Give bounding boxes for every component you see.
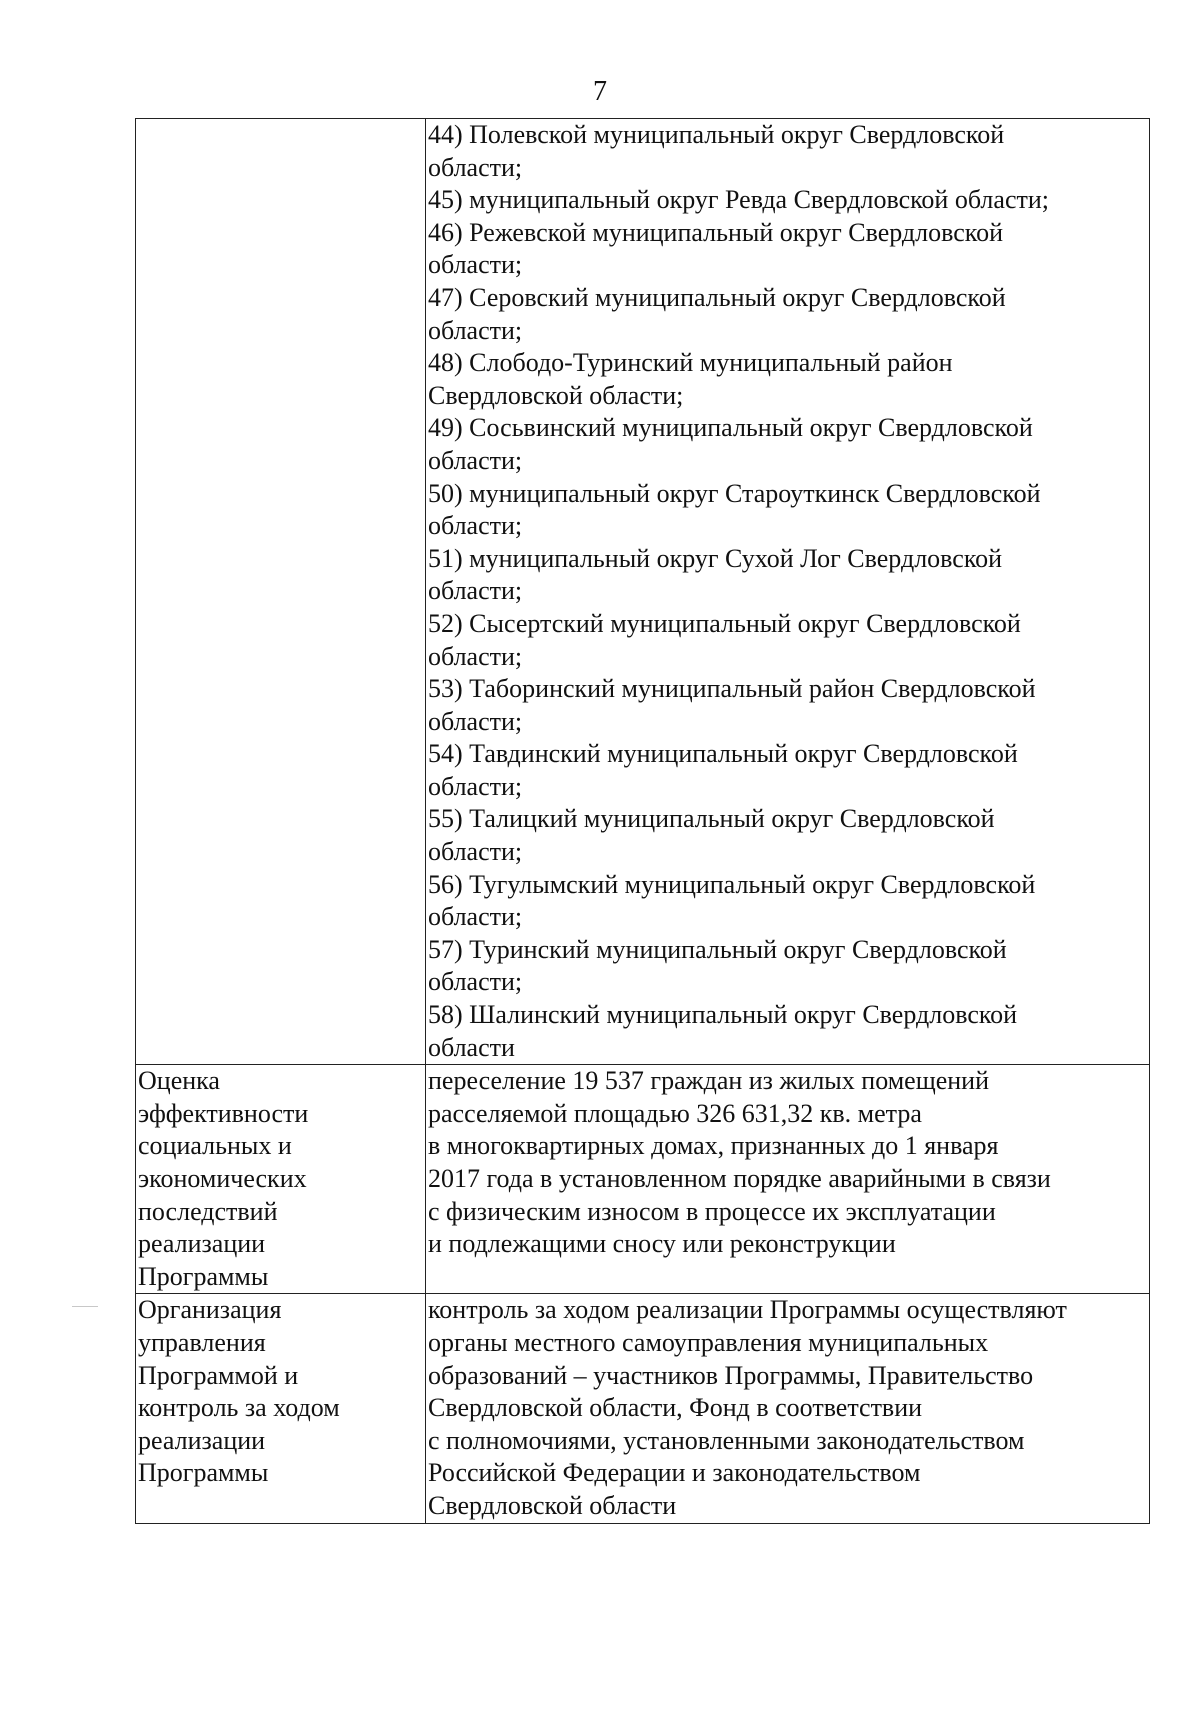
text-line: Свердловской области, Фонд в соответствии	[428, 1393, 923, 1423]
program-passport-table	[135, 118, 1150, 1524]
text-line: реализации	[138, 1229, 266, 1259]
text-line: в многоквартирных домах, признанных до 1 января	[428, 1131, 999, 1161]
text-line: 47) Серовский муниципальный округ Свердловской	[428, 282, 1006, 312]
text-line: 44) Полевской муниципальный округ Свердловской	[428, 120, 1005, 149]
text-line: 2017 года в установленном порядке аварийными в связи	[428, 1164, 1051, 1193]
text-line: области	[428, 1032, 515, 1062]
text-line: области;	[428, 576, 523, 606]
text-line: 55) Талицкий муниципальный округ Свердловской	[428, 804, 995, 834]
text-line: 51) муниципальный округ Сухой Лог Свердловской	[428, 543, 1003, 573]
text-line: социальных и	[138, 1131, 292, 1161]
text-line: с полномочиями, установленными законодательством	[428, 1425, 1025, 1455]
table-row-municipalities-list	[136, 119, 1150, 1065]
table-cell-label	[136, 1294, 426, 1523]
text-line: Свердловской области;	[428, 380, 684, 410]
table-cell-label	[136, 119, 426, 1065]
table-row-efficiency-assessment	[136, 1065, 1150, 1294]
table-cell-efficiency-text	[426, 1065, 1150, 1294]
table-row-program-management	[136, 1294, 1150, 1523]
text-line: контроль за ходом	[138, 1393, 340, 1423]
text-line: 45) муниципальный округ Ревда Свердловской области;	[428, 185, 1049, 215]
text-line: 52) Сысертский муниципальный округ Свердловской	[428, 608, 1021, 638]
text-line: эффективности	[138, 1098, 309, 1128]
text-line: расселяемой площадью 326 631,32 кв. метра	[428, 1098, 922, 1128]
text-line: 53) Таборинский муниципальный район Свердловской	[428, 674, 1036, 704]
text-line: области;	[428, 902, 523, 932]
text-line: Свердловской области	[428, 1490, 677, 1520]
text-line: области;	[428, 445, 523, 475]
text-line: 57) Туринский муниципальный округ Свердловской	[428, 934, 1007, 964]
margin-mark	[72, 1306, 98, 1307]
text-line: области;	[428, 250, 523, 280]
text-line: 56) Тугулымский муниципальный округ Свердловской	[428, 869, 1036, 899]
text-line: реализации	[138, 1425, 266, 1455]
text-line: и подлежащими сносу или реконструкции	[428, 1229, 896, 1259]
text-line: Организация	[138, 1295, 282, 1325]
text-line: переселение 19 537 граждан из жилых помещений	[428, 1066, 989, 1096]
text-line: последствий	[138, 1196, 278, 1226]
text-line: 48) Слободо-Туринский муниципальный район	[428, 348, 953, 378]
text-line: области;	[428, 511, 523, 541]
text-line: 46) Режевской муниципальный округ Свердловской	[428, 217, 1003, 247]
text-line: 54) Тавдинский муниципальный округ Свердловской	[428, 739, 1018, 769]
text-line: области;	[428, 837, 523, 867]
text-line: Программы	[138, 1458, 269, 1488]
text-line: экономических	[138, 1164, 307, 1193]
text-line: 58) Шалинский муниципальный округ Свердловской	[428, 1000, 1018, 1030]
text-line: с физическим износом в процессе их эксплуатации	[428, 1196, 996, 1226]
table-cell-label	[136, 1065, 426, 1294]
text-line: контроль за ходом реализации Программы осуществляют	[428, 1295, 1067, 1325]
text-line: Оценка	[138, 1066, 220, 1096]
text-line: области;	[428, 641, 523, 671]
page-number: 7	[593, 76, 607, 107]
text-line: образований – участников Программы, Правительство	[428, 1360, 1034, 1390]
text-line: Программой и	[138, 1360, 299, 1390]
text-line: области;	[428, 967, 523, 997]
text-line: области;	[428, 771, 523, 801]
text-line: области;	[428, 315, 523, 345]
table-cell-municipalities	[426, 119, 1150, 1065]
text-line: области;	[428, 152, 523, 182]
text-line: Российской Федерации и законодательством	[428, 1458, 921, 1488]
text-line: управления	[138, 1327, 266, 1357]
text-line: Программы	[138, 1261, 269, 1291]
table-cell-management-text	[426, 1294, 1150, 1523]
text-line: области;	[428, 706, 523, 736]
text-line: органы местного самоуправления муниципальных	[428, 1327, 989, 1357]
text-line: 49) Сосьвинский муниципальный округ Свердловской	[428, 413, 1033, 443]
text-line: 50) муниципальный округ Староуткинск Свердловской	[428, 478, 1041, 508]
